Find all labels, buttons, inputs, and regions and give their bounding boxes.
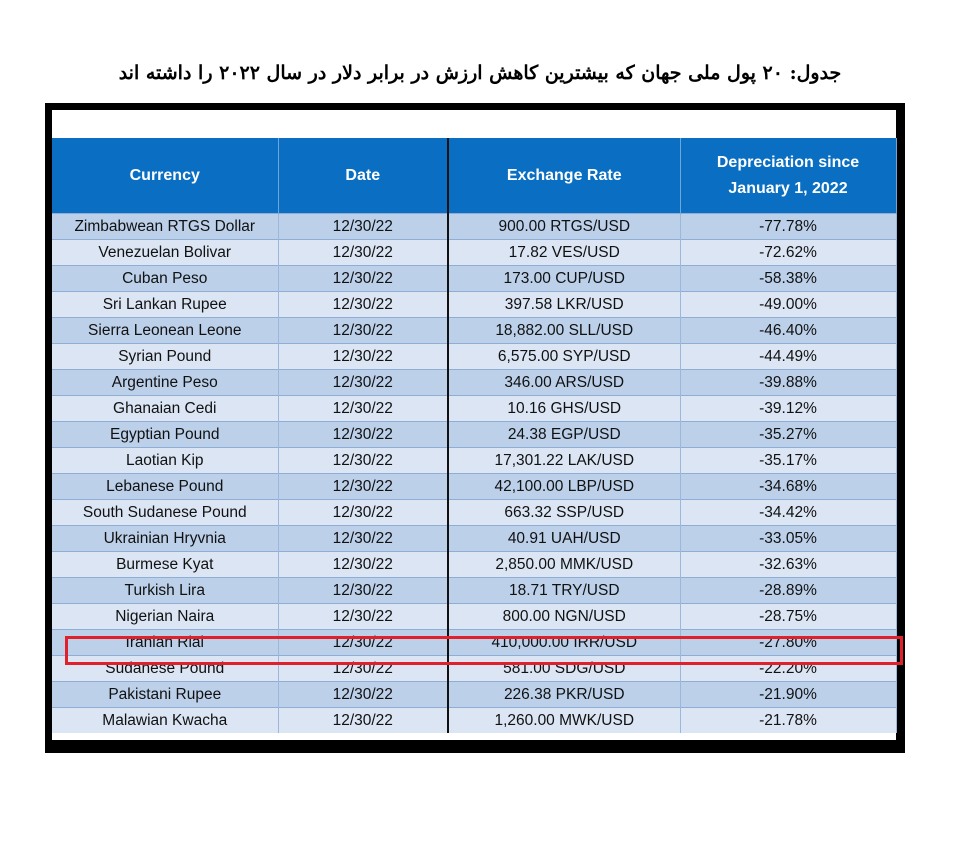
table-header-row (52, 138, 896, 214)
table-row (52, 448, 896, 474)
cell-date: 12/30/22 (278, 500, 448, 526)
table-row (52, 708, 896, 734)
header-currency: Currency (52, 138, 278, 214)
table-row (52, 422, 896, 448)
cell-date: 12/30/22 (278, 630, 448, 656)
cell-currency: Zimbabwean RTGS Dollar (52, 214, 278, 240)
cell-date: 12/30/22 (278, 526, 448, 552)
table-row (52, 604, 896, 630)
cell-exchange-rate: 6,575.00 SYP/USD (448, 344, 680, 370)
cell-exchange-rate: 581.00 SDG/USD (448, 656, 680, 682)
cell-exchange-rate: 663.32 SSP/USD (448, 500, 680, 526)
cell-currency: Sudanese Pound (52, 656, 278, 682)
cell-exchange-rate: 17.82 VES/USD (448, 240, 680, 266)
table-row (52, 318, 896, 344)
cell-date: 12/30/22 (278, 344, 448, 370)
cell-depreciation: -35.17% (680, 448, 896, 474)
cell-currency: Pakistani Rupee (52, 682, 278, 708)
cell-currency: Argentine Peso (52, 370, 278, 396)
cell-date: 12/30/22 (278, 240, 448, 266)
cell-date: 12/30/22 (278, 682, 448, 708)
cell-depreciation: -39.88% (680, 370, 896, 396)
cell-date: 12/30/22 (278, 448, 448, 474)
cell-depreciation: -49.00% (680, 292, 896, 318)
table-row (52, 292, 896, 318)
table-row (52, 240, 896, 266)
cell-date: 12/30/22 (278, 578, 448, 604)
table-row (52, 474, 896, 500)
cell-depreciation: -28.75% (680, 604, 896, 630)
cell-currency: Turkish Lira (52, 578, 278, 604)
cell-depreciation: -58.38% (680, 266, 896, 292)
table-row (52, 500, 896, 526)
table-row (52, 370, 896, 396)
cell-currency: Sri Lankan Rupee (52, 292, 278, 318)
cell-currency: Egyptian Pound (52, 422, 278, 448)
cell-exchange-rate: 173.00 CUP/USD (448, 266, 680, 292)
cell-exchange-rate: 24.38 EGP/USD (448, 422, 680, 448)
cell-exchange-rate: 10.16 GHS/USD (448, 396, 680, 422)
cell-exchange-rate: 18.71 TRY/USD (448, 578, 680, 604)
cell-currency: South Sudanese Pound (52, 500, 278, 526)
table-frame (45, 103, 905, 753)
header-exchange-rate: Exchange Rate (448, 138, 680, 214)
cell-currency: Iranian Rial (52, 630, 278, 656)
currency-table (52, 138, 897, 733)
cell-exchange-rate: 42,100.00 LBP/USD (448, 474, 680, 500)
cell-depreciation: -22.20% (680, 656, 896, 682)
table-row (52, 656, 896, 682)
cell-date: 12/30/22 (278, 708, 448, 734)
table-row (52, 214, 896, 240)
cell-date: 12/30/22 (278, 370, 448, 396)
cell-exchange-rate: 346.00 ARS/USD (448, 370, 680, 396)
cell-exchange-rate: 410,000.00 IRR/USD (448, 630, 680, 656)
cell-date: 12/30/22 (278, 552, 448, 578)
cell-date: 12/30/22 (278, 266, 448, 292)
cell-exchange-rate: 18,882.00 SLL/USD (448, 318, 680, 344)
cell-currency: Nigerian Naira (52, 604, 278, 630)
cell-depreciation: -72.62% (680, 240, 896, 266)
header-date: Date (278, 138, 448, 214)
cell-date: 12/30/22 (278, 474, 448, 500)
cell-depreciation: -34.68% (680, 474, 896, 500)
table-row (52, 552, 896, 578)
table-row (52, 526, 896, 552)
cell-currency: Malawian Kwacha (52, 708, 278, 734)
table-row (52, 630, 896, 656)
cell-depreciation: -39.12% (680, 396, 896, 422)
cell-date: 12/30/22 (278, 214, 448, 240)
cell-depreciation: -33.05% (680, 526, 896, 552)
cell-currency: Syrian Pound (52, 344, 278, 370)
cell-depreciation: -32.63% (680, 552, 896, 578)
cell-exchange-rate: 2,850.00 MMK/USD (448, 552, 680, 578)
cell-currency: Ghanaian Cedi (52, 396, 278, 422)
table-row (52, 266, 896, 292)
cell-currency: Sierra Leonean Leone (52, 318, 278, 344)
cell-exchange-rate: 226.38 PKR/USD (448, 682, 680, 708)
table-container (52, 110, 896, 740)
cell-depreciation: -35.27% (680, 422, 896, 448)
table-row (52, 682, 896, 708)
cell-exchange-rate: 900.00 RTGS/USD (448, 214, 680, 240)
cell-depreciation: -44.49% (680, 344, 896, 370)
cell-depreciation: -21.90% (680, 682, 896, 708)
cell-currency: Laotian Kip (52, 448, 278, 474)
cell-depreciation: -28.89% (680, 578, 896, 604)
cell-depreciation: -77.78% (680, 214, 896, 240)
cell-currency: Cuban Peso (52, 266, 278, 292)
table-row (52, 396, 896, 422)
cell-currency: Burmese Kyat (52, 552, 278, 578)
page-title: جدول: ۲۰ پول ملی جهان که بیشترین کاهش ارزش در برابر دلار در سال ۲۰۲۲ را داشته اند (118, 62, 842, 84)
cell-date: 12/30/22 (278, 422, 448, 448)
cell-date: 12/30/22 (278, 292, 448, 318)
table-row (52, 344, 896, 370)
cell-date: 12/30/22 (278, 396, 448, 422)
cell-exchange-rate: 800.00 NGN/USD (448, 604, 680, 630)
cell-exchange-rate: 40.91 UAH/USD (448, 526, 680, 552)
cell-date: 12/30/22 (278, 604, 448, 630)
cell-depreciation: -27.80% (680, 630, 896, 656)
cell-currency: Lebanese Pound (52, 474, 278, 500)
header-depreciation: Depreciation since January 1, 2022 (680, 138, 896, 214)
table-row (52, 578, 896, 604)
cell-currency: Venezuelan Bolivar (52, 240, 278, 266)
cell-depreciation: -21.78% (680, 708, 896, 734)
cell-date: 12/30/22 (278, 318, 448, 344)
cell-exchange-rate: 1,260.00 MWK/USD (448, 708, 680, 734)
cell-date: 12/30/22 (278, 656, 448, 682)
cell-exchange-rate: 397.58 LKR/USD (448, 292, 680, 318)
cell-exchange-rate: 17,301.22 LAK/USD (448, 448, 680, 474)
cell-depreciation: -34.42% (680, 500, 896, 526)
cell-depreciation: -46.40% (680, 318, 896, 344)
cell-currency: Ukrainian Hryvnia (52, 526, 278, 552)
